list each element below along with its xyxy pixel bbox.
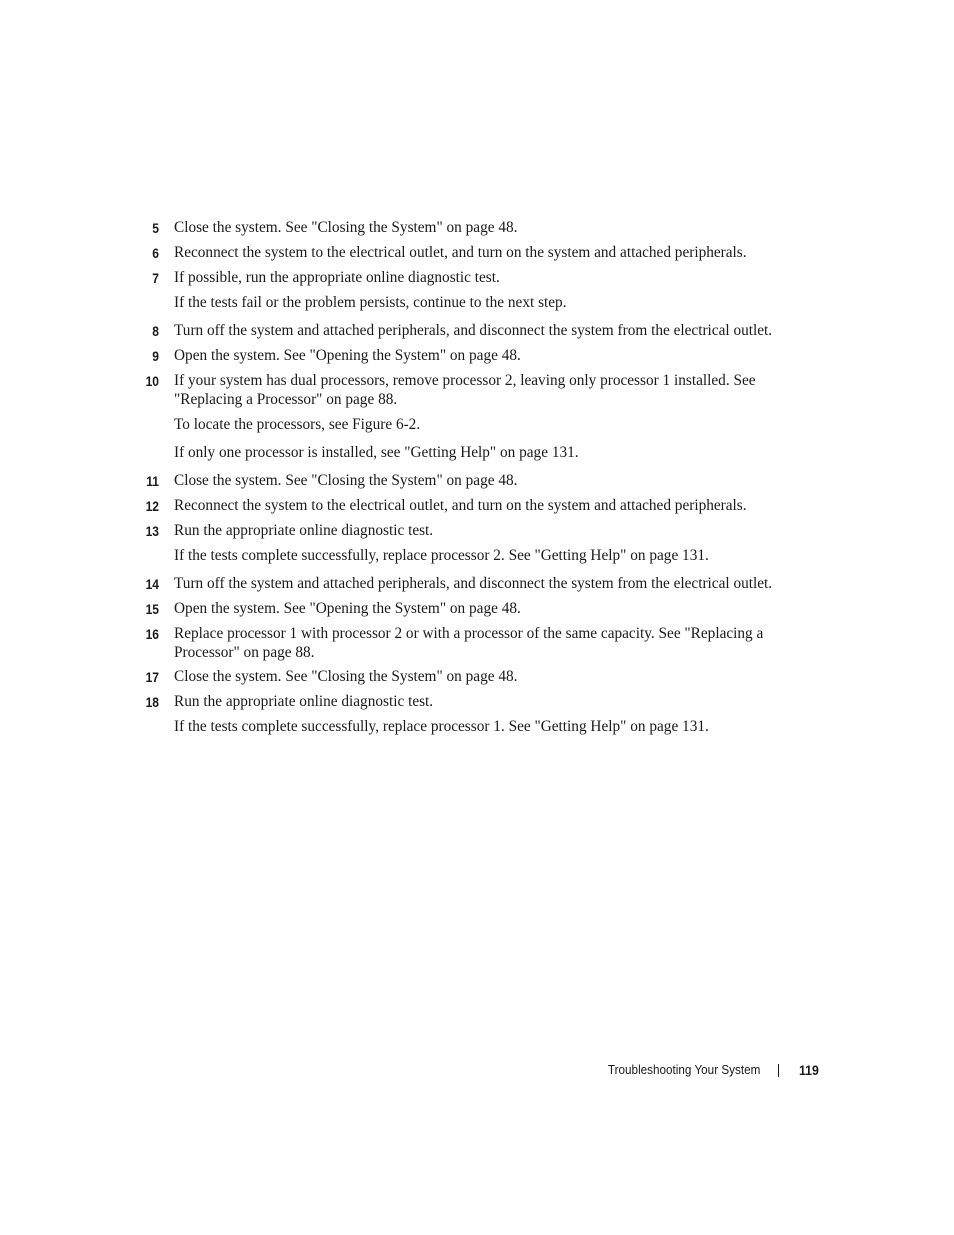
step-text: If possible, run the appropriate online diagnostic test.: [174, 269, 500, 286]
step-text: Turn off the system and attached peripherals, and disconnect the system from the electrical outlet.: [174, 575, 773, 592]
step-note: If only one processor is installed, see "Getting Help" on page 131.: [174, 444, 579, 461]
step-number: 7: [152, 270, 159, 286]
step-number: 17: [145, 669, 159, 685]
step-note: If the tests complete successfully, replace processor 1. See "Getting Help" on page 131.: [174, 718, 709, 735]
step-number: 18: [145, 694, 159, 710]
step-number: 6: [152, 245, 159, 261]
footer-section-title: Troubleshooting Your System: [607, 1062, 760, 1077]
page-number: 119: [799, 1062, 819, 1078]
step-note: To locate the processors, see Figure 6-2.: [174, 416, 421, 433]
step-text: Close the system. See "Closing the System" on page 48.: [174, 472, 518, 489]
step-text: Reconnect the system to the electrical outlet, and turn on the system and attached peripherals.: [174, 244, 747, 261]
step-text: Run the appropriate online diagnostic test.: [174, 522, 434, 539]
step-note: If the tests complete successfully, replace processor 2. See "Getting Help" on page 131.: [174, 547, 709, 564]
step-number: 14: [145, 576, 159, 592]
step-text: Turn off the system and attached peripherals, and disconnect the system from the electrical outlet.: [174, 322, 773, 339]
step-text: Reconnect the system to the electrical outlet, and turn on the system and attached peripherals.: [174, 497, 747, 514]
step-number: 13: [145, 523, 159, 539]
step-number: 11: [146, 473, 159, 489]
step-text: Open the system. See "Opening the System" on page 48.: [174, 600, 521, 617]
step-text: Close the system. See "Closing the System" on page 48.: [174, 668, 518, 685]
step-text: Replace processor 1 with processor 2 or with a processor of the same capacity. See "Replacing a Processor" on page 88.: [174, 625, 764, 661]
step-text: Run the appropriate online diagnostic test.: [174, 693, 434, 710]
step-note: If the tests fail or the problem persists, continue to the next step.: [174, 294, 567, 311]
step-number: 5: [152, 220, 159, 236]
step-text: Close the system. See "Closing the System" on page 48.: [174, 219, 518, 236]
step-number: 9: [152, 348, 159, 364]
footer-divider: [778, 1064, 779, 1077]
step-number: 12: [145, 498, 159, 514]
step-number: 8: [152, 323, 159, 339]
step-number: 16: [145, 626, 159, 642]
step-text: If your system has dual processors, remove processor 2, leaving only processor 1 installed. See "Replacing a Processor" on page 88.: [174, 372, 756, 408]
step-text: Open the system. See "Opening the System" on page 48.: [174, 347, 521, 364]
step-number: 10: [145, 373, 159, 389]
step-number: 15: [145, 601, 159, 617]
